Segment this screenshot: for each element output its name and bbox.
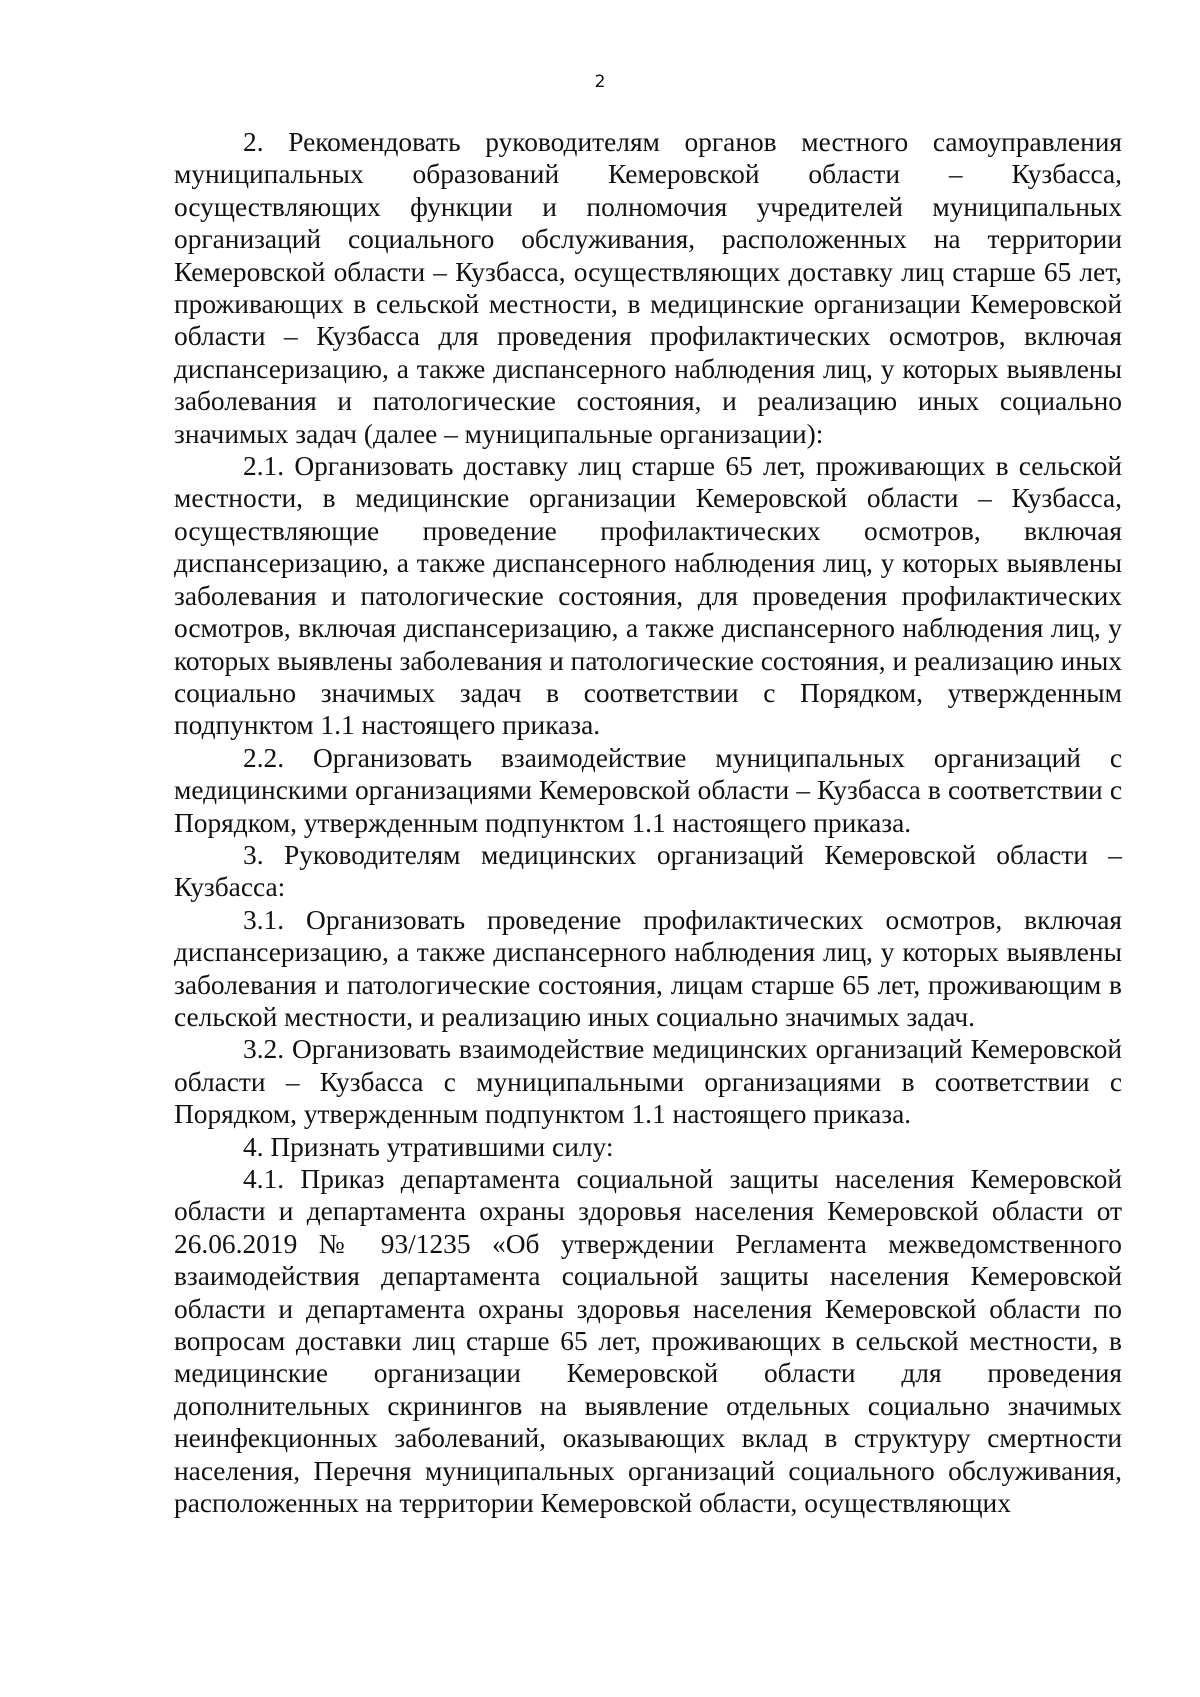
paragraph-3: 3. Руководителям медицинских организаций Кемеровской области – Кузбасса: (174, 839, 1122, 903)
document-body (174, 126, 1122, 1519)
paragraph-2-2: 2.2. Организовать взаимодействие муниципальных организаций с медицинскими организациями Кемеровской области – Кузбасса в соответствии с Порядком, утвержденным подпунктом 1.1 настоящего приказа. (174, 742, 1122, 838)
page-number: 2 (594, 72, 606, 92)
paragraph-4-1: 4.1. Приказ департамента социальной защиты населения Кемеровской области и департамента охраны здоровья населения Кемеровской области от 26.06.2019 № 93/1235 «Об утверждении Регламента межведомственного взаимодействия департамента социальной защиты населения Кемеровской области и департамента охраны здоровья населения Кемеровской области по вопросам доставки лиц старше 65 лет, проживающих в сельской местности, в медицинские организации Кемеровской области для проведения дополнительных скринингов на выявление отдельных социально значимых неинфекционных заболеваний, оказывающих вклад в структуру смертности населения, Перечня муниципальных организаций социального обслуживания, расположенных на территории Кемеровской области, осуществляющих (174, 1164, 1122, 1519)
paragraph-3-2: 3.2. Организовать взаимодействие медицинских организаций Кемеровской области – Кузбасса с муниципальными организациями в соответствии с Порядком, утвержденным подпунктом 1.1 настоящего приказа. (174, 1034, 1122, 1130)
paragraph-3-1: 3.1. Организовать проведение профилактических осмотров, включая диспансеризацию, а также диспансерного наблюдения лиц, у которых выявлены заболевания и патологические состояния, лицам старше 65 лет, проживающим в сельской местности, и реализацию иных социально значимых задач. (174, 904, 1122, 1032)
paragraph-4: 4. Признать утратившими силу: (243, 1131, 614, 1162)
paragraph-2: 2. Рекомендовать руководителям органов местного самоуправления муниципальных образований Кемеровской области – Кузбасса, осуществляющих функции и полномочия учредителей муниципальных организаций социального обслуживания, расположенных на территории Кемеровской области – Кузбасса, осуществляющих доставку лиц старше 65 лет, проживающих в сельской местности, в медицинские организации Кемеровской области – Кузбасса для проведения профилактических осмотров, включая диспансеризацию, а также диспансерного наблюдения лиц, у которых выявлены заболевания и патологические состояния, и реализацию иных социально значимых задач (далее – муниципальные организации): (174, 127, 1122, 449)
paragraph-2-1: 2.1. Организовать доставку лиц старше 65 лет, проживающих в сельской местности, в медицинские организации Кемеровской области – Кузбасса, осуществляющие проведение профилактических осмотров, включая диспансеризацию, а также диспансерного наблюдения лиц, у которых выявлены заболевания и патологические состояния, для проведения профилактических осмотров, включая диспансеризацию, а также диспансерного наблюдения лиц, у которых выявлены заболевания и патологические состояния, и реализацию иных социально значимых задач в соответствии с Порядком, утвержденным подпунктом 1.1 настоящего приказа. (174, 451, 1122, 741)
